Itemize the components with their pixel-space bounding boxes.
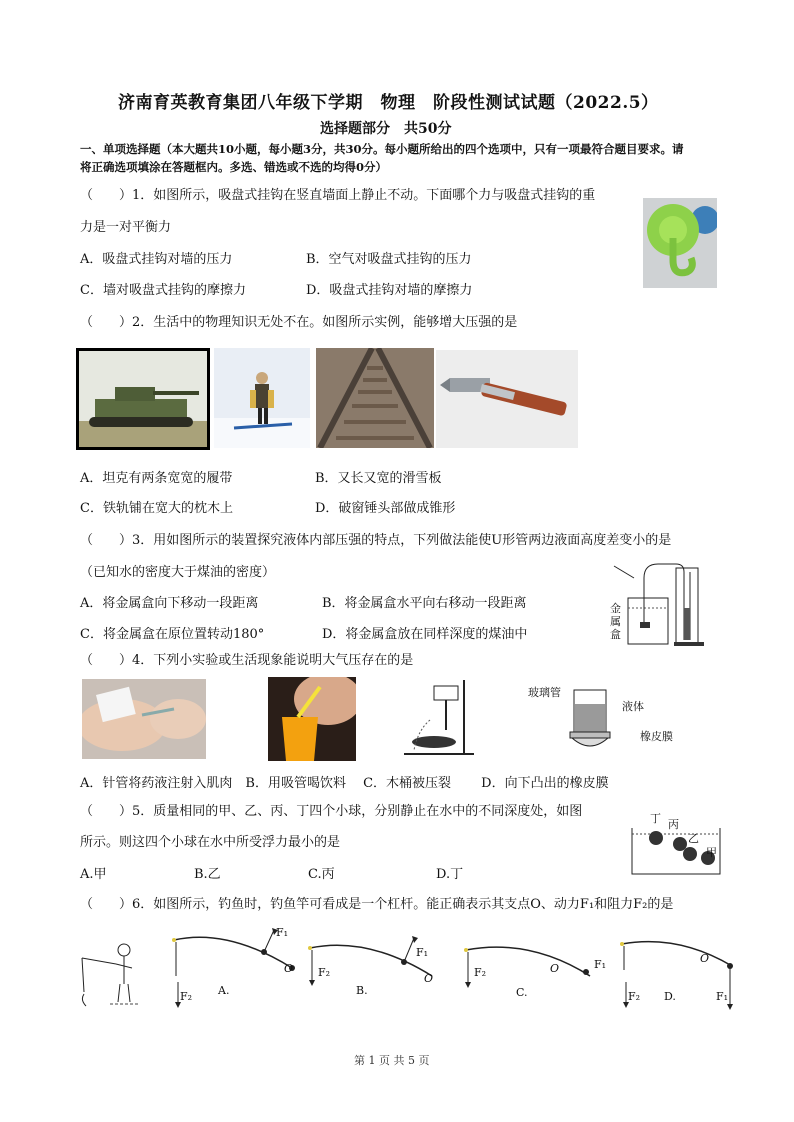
q2-option-a: A．坦克有两条宽宽的履带 (80, 471, 233, 486)
q5-option-a: A.甲 (80, 867, 107, 882)
q5-option-d: D.丁 (436, 867, 464, 882)
q1-option-c: C．墙对吸盘式挂钩的摩擦力 (80, 283, 246, 298)
q2-stem: （ ）2．生活中的物理知识无处不在。如图所示实例，能够增大压强的是 (80, 315, 518, 330)
fig-c-f1-label: F₁ (594, 958, 607, 971)
injection-image (82, 679, 206, 759)
drinking-straw-image (268, 677, 356, 761)
q6-stem: （ ）6．如图所示，钓鱼时，钓鱼竿可看成是一个杠杆。能正确表示其支点O、动力F₁和阻力F₂的是 (80, 897, 674, 912)
label-rubber-membrane: 橡皮膜 (640, 730, 673, 743)
q3-option-c: C．将金属盒在原位置转动180° (80, 627, 265, 642)
gauge-label: 金属盒 (610, 602, 621, 641)
label-glass-tube: 玻璃管 (528, 686, 561, 699)
q5-stem-line1: （ ）5．质量相同的甲、乙、丙、丁四个小球，分别静止在水中的不同深度处，如图 (80, 804, 583, 819)
fig-d-f2-label: F₂ (628, 990, 641, 1003)
ball-label-ding: 丁 (650, 812, 661, 825)
fig-d-o-label: O (700, 952, 710, 965)
barrel-figure (404, 680, 474, 760)
fig-d-f1-label: F₁ (716, 990, 729, 1003)
q3-stem-line1: （ ）3．用如图所示的装置探究液体内部压强的特点，下列做法能使U形管两边液面高度差变小的是 (80, 533, 672, 548)
tank-image (76, 348, 210, 450)
q5-option-c: C.丙 (308, 867, 335, 882)
fig-c-o-label: O (550, 962, 560, 975)
ball-label-yi: 乙 (688, 832, 699, 845)
page-title: 济南育英教育集团八年级下学期 物理 阶段性测试试题（2022.5） (118, 93, 659, 113)
ball-label-jia: 甲 (706, 846, 717, 859)
section-subtitle: 选择题部分 共50分 (320, 121, 452, 137)
fig-a-f2-label: F₂ (180, 990, 193, 1003)
fig-c-f2-label: F₂ (474, 966, 487, 979)
section-heading-line1: 一、单项选择题（本大题共10小题，每小题3分，共30分。每小题所给出的四个选项中，只有一项最符合题目要求。请 (80, 142, 684, 156)
q3-stem-line2: （已知水的密度大于煤油的密度） (80, 565, 276, 580)
section-heading-line2: 将正确选项填涂在答题框内。多选、错选或不选的均得0分） (80, 160, 387, 174)
fig-b-o-label: O (424, 972, 434, 985)
fig-b-f1-label: F₁ (416, 946, 429, 959)
skier-image (214, 348, 310, 448)
suction-hook-image (643, 198, 717, 288)
fig-c-label: C. (516, 986, 528, 999)
q2-option-c: C．铁轨铺在宽大的枕木上 (80, 501, 233, 516)
railway-image (316, 348, 434, 448)
fisherman-figure (80, 940, 140, 1016)
fig-b-f2-label: F₂ (318, 966, 331, 979)
q3-option-b: B．将金属盒水平向右移动一段距离 (322, 596, 527, 611)
rubber-membrane-figure (560, 684, 620, 758)
q1-stem-line2: 力是一对平衡力 (80, 220, 172, 235)
hammer-image (436, 350, 578, 448)
q4-options: A．针管将药液注射入肌肉 B．用吸管喝饮料 C．木桶被压裂 D．向下凸出的橡皮膜 (80, 776, 609, 791)
q3-option-d: D．将金属盒放在同样深度的煤油中 (322, 627, 528, 642)
q1-option-d: D．吸盘式挂钩对墙的摩擦力 (306, 283, 473, 298)
q2-option-d: D．破窗锤头部做成锥形 (315, 501, 456, 516)
q2-option-b: B．又长又宽的滑雪板 (315, 471, 442, 486)
fig-d-label: D. (664, 990, 676, 1003)
fig-a-f1-label: F₁ (276, 926, 289, 939)
fig-b-label: B. (356, 984, 368, 997)
q5-stem-line2: 所示。则这四个小球在水中所受浮力最小的是 (80, 835, 341, 850)
label-liquid: 液体 (622, 700, 644, 713)
page-number: 第 1 页 共 5 页 (354, 1054, 430, 1067)
fig-a-label: A. (218, 984, 230, 997)
q5-option-b: B.乙 (194, 867, 221, 882)
ball-label-bing: 丙 (668, 818, 679, 831)
q3-option-a: A．将金属盒向下移动一段距离 (80, 596, 259, 611)
fig-a-o-label: O (284, 962, 294, 975)
q4-stem: （ ）4．下列小实验或生活现象能说明大气压存在的是 (80, 653, 414, 668)
q1-option-b: B．空气对吸盘式挂钩的压力 (306, 252, 472, 267)
q1-option-a: A．吸盘式挂钩对墙的压力 (80, 252, 233, 267)
q1-stem-line1: （ ）1．如图所示，吸盘式挂钩在竖直墙面上静止不动。下面哪个力与吸盘式挂钩的重 (80, 188, 596, 203)
